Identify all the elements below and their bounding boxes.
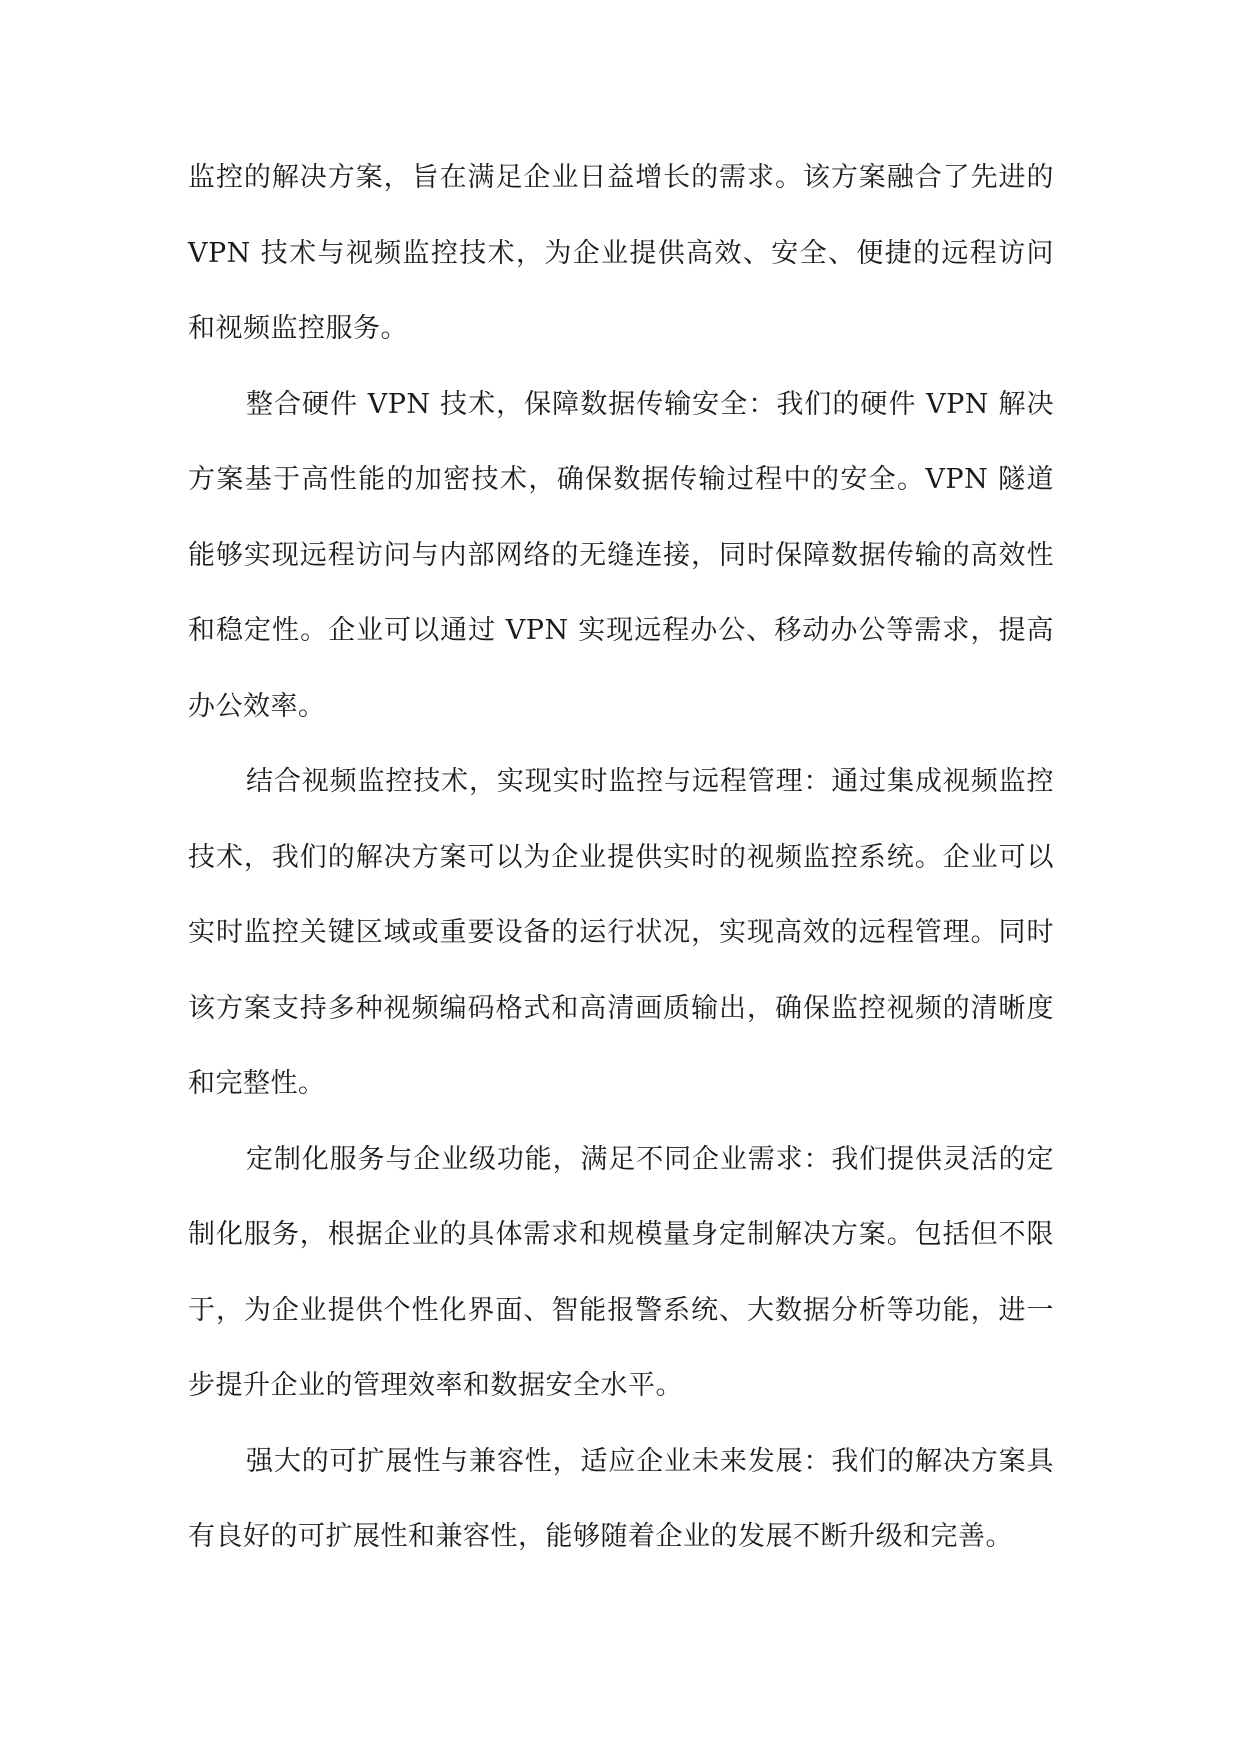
paragraph-continuation: 监控的解决方案，旨在满足企业日益增长的需求。该方案融合了先进的 VPN 技术与视频监控技术，为企业提供高效、安全、便捷的远程访问和视频监控服务。: [188, 162, 1054, 344]
paragraph-hardware-vpn: 整合硬件 VPN 技术，保障数据传输安全：我们的硬件 VPN 解决方案基于高性能的加密技术，确保数据传输过程中的安全。VPN 隧道能够实现远程访问与内部网络的无缝连接，同时保障数据传输的高效性和稳定性。企业可以通过 VPN 实现远程办公、移动办公等需求，提高办公效率。: [188, 388, 1054, 722]
paragraph-customization: 定制化服务与企业级功能，满足不同企业需求：我们提供灵活的定制化服务，根据企业的具体需求和规模量身定制解决方案。包括但不限于，为企业提供个性化界面、智能报警系统、大数据分析等功能，进一步提升企业的管理效率和数据安全水平。: [188, 1143, 1054, 1401]
paragraph-video-monitoring: 结合视频监控技术，实现实时监控与远程管理：通过集成视频监控技术，我们的解决方案可以为企业提供实时的视频监控系统。企业可以实时监控关键区域或重要设备的运行状况，实现高效的远程管理。同时该方案支持多种视频编码格式和高清画质输出，确保监控视频的清晰度和完整性。: [188, 766, 1054, 1099]
paragraph-scalability: 强大的可扩展性与兼容性，适应企业未来发展：我们的解决方案具有良好的可扩展性和兼容性，能够随着企业的发展不断升级和完善。: [188, 1445, 1054, 1552]
document-body: [188, 140, 1054, 1575]
